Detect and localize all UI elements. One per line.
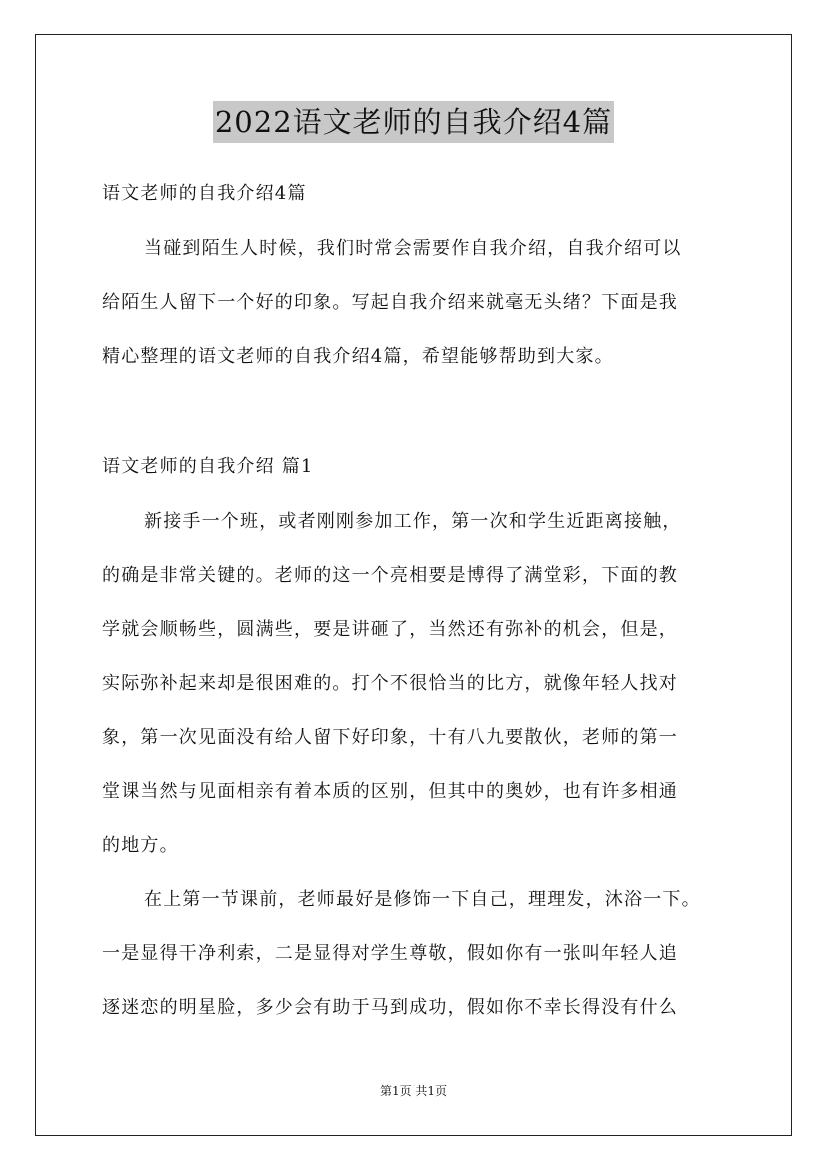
document-title: 2022语文老师的自我介绍4篇 <box>213 101 614 143</box>
subtitle: 语文老师的自我介绍4篇 <box>102 183 307 204</box>
para1-line-1: 新接手一个班，或者刚刚参加工作，第一次和学生近距离接触， <box>144 511 682 532</box>
intro-line-1: 当碰到陌生人时候，我们时常会需要作自我介绍，自我介绍可以 <box>144 238 682 259</box>
para1-line-7: 的地方。 <box>102 835 179 856</box>
para2-line-2: 一是显得干净利索，二是显得对学生尊敬，假如你有一张叫年轻人追 <box>102 943 678 964</box>
intro-line-3: 精心整理的语文老师的自我介绍4篇，希望能够帮助到大家。 <box>102 346 614 367</box>
page-footer: 第1页 共1页 <box>379 1084 448 1098</box>
para1-line-2: 的确是非常关键的。老师的这一个亮相要是博得了满堂彩，下面的教 <box>102 565 678 586</box>
para2-line-1: 在上第一节课前，老师最好是修饰一下自己，理理发，沐浴一下。 <box>144 889 701 910</box>
para1-line-5: 象，第一次见面没有给人留下好印象，十有八九要散伙，老师的第一 <box>102 727 678 748</box>
para1-line-3: 学就会顺畅些，圆满些，要是讲砸了，当然还有弥补的机会，但是， <box>102 619 678 640</box>
para2-line-3: 逐迷恋的明星脸，多少会有助于马到成功，假如你不幸长得没有什么 <box>102 997 678 1018</box>
section-heading: 语文老师的自我介绍 篇1 <box>102 456 314 477</box>
intro-line-2: 给陌生人留下一个好的印象。写起自我介绍来就毫无头绪？下面是我 <box>102 292 678 313</box>
para1-line-4: 实际弥补起来却是很困难的。打个不很恰当的比方，就像年轻人找对 <box>102 673 678 694</box>
para1-line-6: 堂课当然与见面相亲有着本质的区别，但其中的奥妙，也有许多相通 <box>102 781 678 802</box>
title-container <box>0 101 827 143</box>
